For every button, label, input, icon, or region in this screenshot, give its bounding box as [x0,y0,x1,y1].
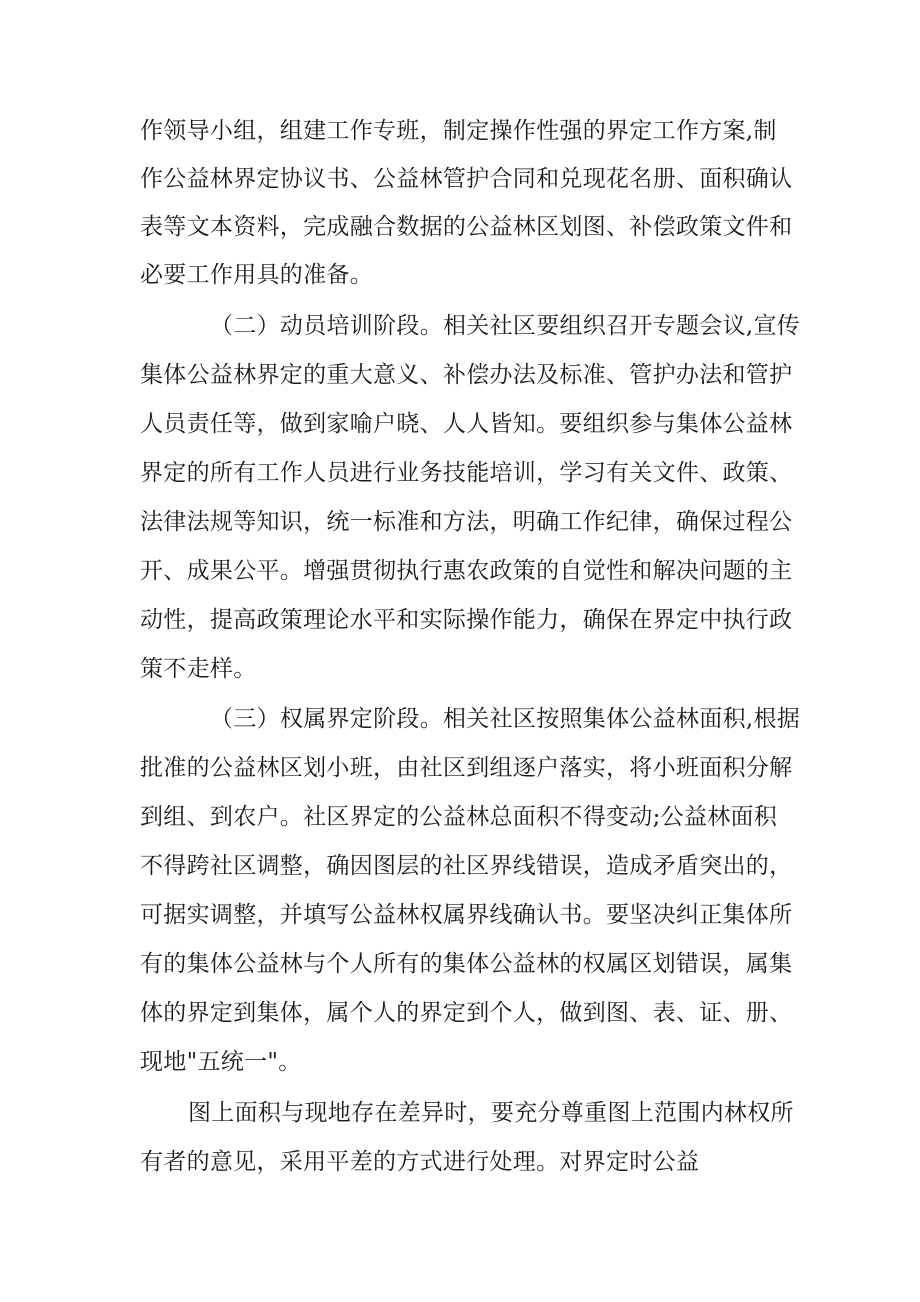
text-line: 法律法规等知识，统一标准和方法，明确工作纪律，确保过程公 [140,509,793,535]
text-line: 作公益林界定协议书、公益林管护合同和兑现花名册、面积确认 [140,166,793,192]
text-line: 可据实调整，并填写公益林权属界线确认书。要坚决纠正集体所 [140,902,793,928]
text-line: 表等文本资料，完成融合数据的公益林区划图、补偿政策文件和 [140,214,793,240]
text-line: 作领导小组，组建工作专班，制定操作性强的界定工作方案,制 [140,118,777,144]
text-line: 有的集体公益林与个人所有的集体公益林的权属区划错误，属集 [140,951,793,977]
text-line: 必要工作用具的准备。 [140,262,373,288]
text-line: 体的界定到集体，属个人的界定到个人，做到图、表、证、册、 [140,1000,793,1026]
text-line: 策不走样。 [140,656,257,682]
paragraph-first-line: 图上面积与现地存在差异时，要充分尊重图上范围内林权所 [188,1100,794,1126]
text-line: 界定的所有工作人员进行业务技能培训，学习有关文件、政策、 [140,460,793,486]
paragraph-heading-line: （二）动员培训阶段。相关社区要组织召开专题会议,宣传 [210,313,801,339]
text-line: 集体公益林界定的重大意义、补偿办法及标准、管护办法和管护 [140,362,793,388]
text-line: 现地"五统一"。 [140,1049,302,1075]
text-line: 有者的意见，采用平差的方式进行处理。对界定时公益 [140,1149,700,1175]
text-line: 人员责任等，做到家喻户晓、人人皆知。要组织参与集体公益林 [140,411,793,437]
text-line: 批准的公益林区划小班，由社区到组逐户落实，将小班面积分解 [140,755,793,781]
text-line: 不得跨社区调整，确因图层的社区界线错误，造成矛盾突出的， [140,853,793,879]
text-line: 到组、到农户。社区界定的公益林总面积不得变动;公益林面积 [140,804,778,830]
text-line: 开、成果公平。增强贯彻执行惠农政策的自觉性和解决问题的主 [140,558,793,584]
paragraph-heading-line: （三）权属界定阶段。相关社区按照集体公益林面积,根据 [210,706,801,732]
text-line: 动性，提高政策理论水平和实际操作能力，确保在界定中执行政 [140,607,793,633]
